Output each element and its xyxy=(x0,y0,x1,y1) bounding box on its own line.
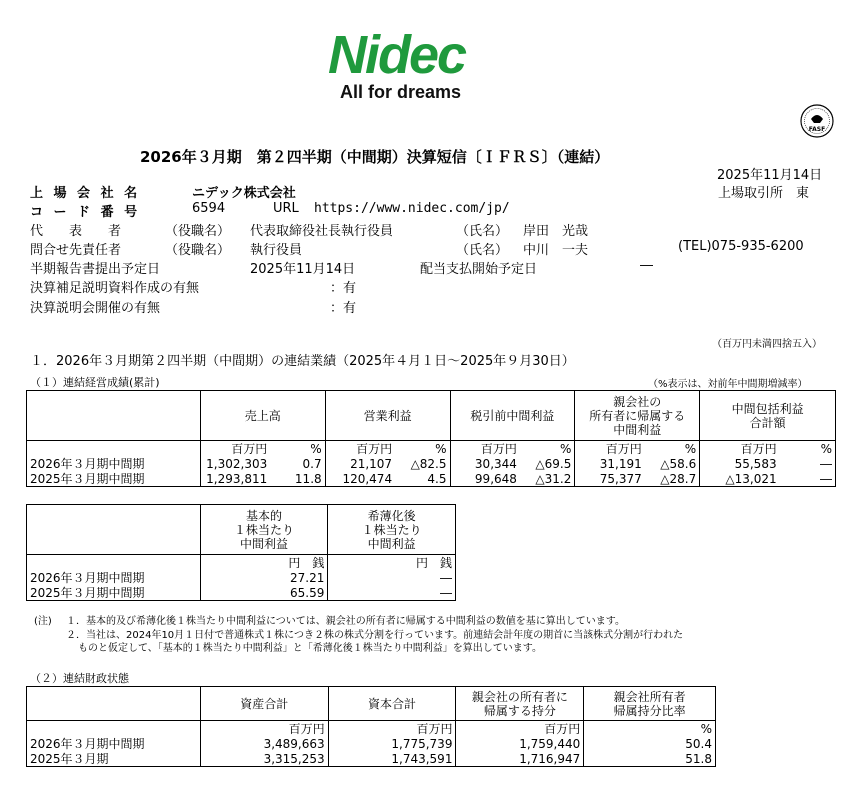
cell: 99,648 xyxy=(450,471,520,487)
sub1-note: （%表示は、対前年中間期増減率） xyxy=(648,379,808,390)
cell: 21,107 xyxy=(325,456,395,471)
table1-unit: % xyxy=(520,441,575,457)
page-title: 2026年３月期 第２四半期（中間期）決算短信〔ＩＦＲＳ〕（連結） xyxy=(140,148,610,166)
cell: 1,293,811 xyxy=(200,471,270,487)
cell: ― xyxy=(328,585,456,601)
rep-label: 代 表 者 xyxy=(30,224,122,239)
operating-results-table xyxy=(26,390,836,487)
contact-name-label: （氏名） xyxy=(456,243,509,258)
cell: 0.7 xyxy=(270,456,325,471)
table1-header-comprehensive: 中間包括利益 合計額 xyxy=(700,391,836,441)
row-label: 2025年３月期中間期 xyxy=(27,471,201,487)
table3-unit: 百万円 xyxy=(456,721,584,737)
table-row xyxy=(27,456,836,471)
table2-unit-label xyxy=(27,555,201,571)
cell: 31,191 xyxy=(575,456,645,471)
note-1: １．基本的及び希薄化後１株当たり中間利益については、親会社の所有者に帰属する中間利益の数値を基に算出しています。 xyxy=(66,616,625,627)
cell: △28.7 xyxy=(645,471,700,487)
contact-role: 執行役員 xyxy=(250,243,303,258)
report-date-label: 半期報告書提出予定日 xyxy=(30,262,161,277)
meeting-label: 決算説明会開催の有無 xyxy=(30,301,161,316)
table1-unit: % xyxy=(780,441,836,457)
table1-unit: 百万円 xyxy=(700,441,780,457)
cell: 3,489,663 xyxy=(200,736,328,751)
cell: ― xyxy=(780,471,836,487)
cell: 1,716,947 xyxy=(456,751,584,767)
table1-unit: 百万円 xyxy=(575,441,645,457)
cell: 27.21 xyxy=(200,570,328,585)
table2-header-basic: 基本的 １株当たり 中間利益 xyxy=(200,505,328,555)
cell: △31.2 xyxy=(520,471,575,487)
release-date: 2025年11月14日 xyxy=(717,168,823,183)
contact-role-label: （役職名） xyxy=(165,243,231,258)
table2-corner xyxy=(27,505,201,555)
table2-unit: 円 銭 xyxy=(328,555,456,571)
financial-position-table xyxy=(26,686,716,767)
cell: ― xyxy=(780,456,836,471)
company-label: 上 場 会 社 名 xyxy=(30,186,141,201)
table3-header-ratio: 親会社所有者 帰属持分比率 xyxy=(584,687,716,721)
row-label: 2025年３月期 xyxy=(27,751,201,767)
contact-label: 問合せ先責任者 xyxy=(30,243,122,258)
row-label: 2026年３月期中間期 xyxy=(27,570,201,585)
cell: 11.8 xyxy=(270,471,325,487)
cell: 1,775,739 xyxy=(328,736,456,751)
note-2b: ものと仮定して、「基本的１株当たり中間利益」と「希薄化後１株当たり中間利益」を算出しています。 xyxy=(78,643,542,654)
cell: △82.5 xyxy=(395,456,450,471)
report-date: 2025年11月14日 xyxy=(250,262,356,277)
cell: 120,474 xyxy=(325,471,395,487)
exchange: 上場取引所 東 xyxy=(718,186,810,201)
cell: 3,315,253 xyxy=(200,751,328,767)
cell: 50.4 xyxy=(584,736,716,751)
table1-unit: % xyxy=(645,441,700,457)
cell: 30,344 xyxy=(450,456,520,471)
note-2a: ２．当社は、2024年10月１日付で普通株式１株につき２株の株式分割を行っています。前連結会計年度の期首に当該株式分割が行われた xyxy=(66,630,684,641)
cell: ― xyxy=(328,570,456,585)
rep-role: 代表取締役社長執行役員 xyxy=(250,224,394,239)
table1-header-pretax: 税引前中間利益 xyxy=(450,391,575,441)
cell: △58.6 xyxy=(645,456,700,471)
table3-header-equity: 資本合計 xyxy=(328,687,456,721)
contact-name: 中川 一夫 xyxy=(523,243,589,258)
table1-header-operating: 営業利益 xyxy=(325,391,450,441)
supplement-value: ：有 xyxy=(330,281,357,296)
table-row xyxy=(27,471,836,487)
table3-unit: 百万円 xyxy=(328,721,456,737)
cell: △13,021 xyxy=(700,471,780,487)
sub1-title: （１）連結経営成績(累計) xyxy=(30,376,160,389)
cell: 1,302,303 xyxy=(200,456,270,471)
table3-corner xyxy=(27,687,201,721)
rep-name-label: （氏名） xyxy=(456,224,509,239)
section1-title: １．2026年３月期第２四半期（中間期）の連結業績（2025年４月１日～2025年９月30日） xyxy=(30,354,575,369)
dividend-date: ― xyxy=(640,258,653,273)
table1-header-owners: 親会社の 所有者に帰属する 中間利益 xyxy=(575,391,700,441)
table1-unit: % xyxy=(395,441,450,457)
tagline: All for dreams xyxy=(340,82,462,102)
table1-unit-label xyxy=(27,441,201,457)
cell: △69.5 xyxy=(520,456,575,471)
code-label: コ ー ド 番 号 xyxy=(30,205,141,220)
rep-role-label: （役職名） xyxy=(165,224,231,239)
cell: 55,583 xyxy=(700,456,780,471)
sub2-title: （２）連結財政状態 xyxy=(30,672,129,685)
notes-head: (注) xyxy=(34,616,52,627)
table3-header-assets: 資産合計 xyxy=(200,687,328,721)
nidec-logo: Nidec xyxy=(328,25,466,85)
table3-unit: 百万円 xyxy=(200,721,328,737)
cell: 1,743,591 xyxy=(328,751,456,767)
dividend-date-label: 配当支払開始予定日 xyxy=(420,262,538,277)
table1-corner xyxy=(27,391,201,441)
row-label: 2026年３月期中間期 xyxy=(27,736,201,751)
company-name: ニデック株式会社 xyxy=(192,186,296,201)
svg-text:FASF: FASF xyxy=(808,126,826,133)
row-label: 2025年３月期中間期 xyxy=(27,585,201,601)
row-label: 2026年３月期中間期 xyxy=(27,456,201,471)
cell: 1,759,440 xyxy=(456,736,584,751)
table-row xyxy=(27,585,456,601)
table1-header-sales: 売上高 xyxy=(200,391,325,441)
table3-unit-label xyxy=(27,721,201,737)
meeting-value: ：有 xyxy=(330,301,357,316)
table3-unit: % xyxy=(584,721,716,737)
cell: 75,377 xyxy=(575,471,645,487)
cell: 51.8 xyxy=(584,751,716,767)
url-label: URL xyxy=(273,201,299,216)
table2-unit: 円 銭 xyxy=(200,555,328,571)
table1-unit: 百万円 xyxy=(200,441,270,457)
cell: 4.5 xyxy=(395,471,450,487)
supplement-label: 決算補足説明資料作成の有無 xyxy=(30,281,200,296)
table-row xyxy=(27,736,716,751)
rep-name: 岸田 光哉 xyxy=(523,224,589,239)
table3-header-owners-equity: 親会社の所有者に 帰属する持分 xyxy=(456,687,584,721)
table-row xyxy=(27,751,716,767)
table-row xyxy=(27,570,456,585)
table1-unit: % xyxy=(270,441,325,457)
company-url[interactable]: https://www.nidec.com/jp/ xyxy=(314,201,510,216)
table1-unit: 百万円 xyxy=(450,441,520,457)
table1-unit: 百万円 xyxy=(325,441,395,457)
fasf-seal-icon xyxy=(800,104,834,138)
table2-header-diluted: 希薄化後 １株当たり 中間利益 xyxy=(328,505,456,555)
cell: 65.59 xyxy=(200,585,328,601)
unit-note: （百万円未満四捨五入） xyxy=(712,339,822,350)
contact-tel: (TEL)075-935-6200 xyxy=(678,239,804,254)
eps-table xyxy=(26,504,456,601)
code-value: 6594 xyxy=(192,201,226,216)
